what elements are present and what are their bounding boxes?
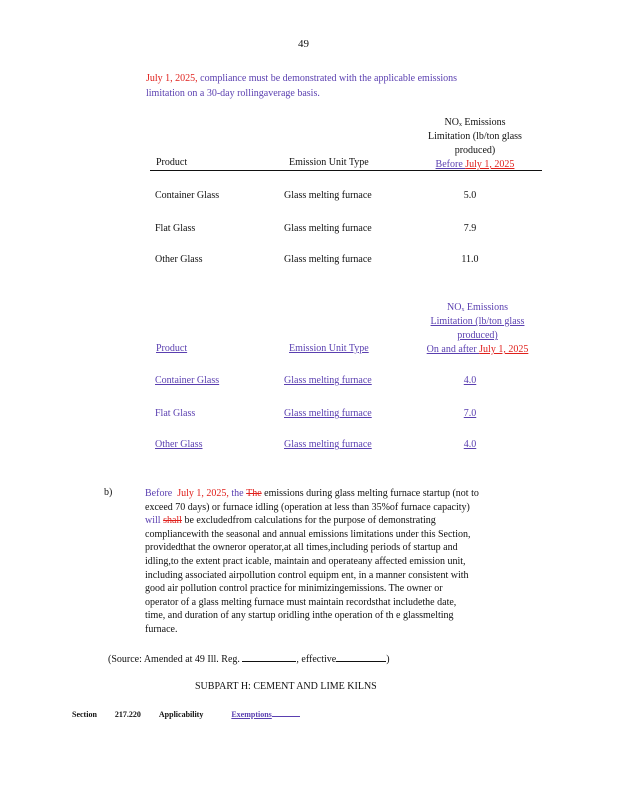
table-cell-value: 7.9 <box>463 223 477 234</box>
section-b-line: time, and duration of any startup oridling inthe operation of th e glassmelting <box>145 610 454 622</box>
table1-before: Before <box>435 159 466 170</box>
table-row: Other Glass <box>155 439 203 450</box>
table-cell-unit: Glass melting furnace <box>284 375 372 386</box>
table1-col-unit: Emission Unit Type <box>289 157 369 168</box>
section-word: Section <box>72 710 97 719</box>
table1-col-product: Product <box>156 157 188 168</box>
table2-col-unit: Emission Unit Type <box>289 343 369 354</box>
section-b-line: exceed 70 days) or furnace idling (operation at less than 35%of furnace capacity) <box>145 501 470 513</box>
table-cell-value: 4.0 <box>463 439 477 450</box>
intro-line-1 <box>146 73 457 84</box>
subpart-heading: SUBPART H: CEMENT AND LIME KILNS <box>195 681 377 692</box>
table1-limit-header-line3: produced) <box>454 145 496 156</box>
source-blank-2 <box>336 661 386 662</box>
table-cell-unit: Glass melting furnace <box>284 254 372 265</box>
section-b-line: furnace. <box>145 623 178 635</box>
table1-header-rule <box>150 170 542 171</box>
table1-limit-header <box>410 116 540 172</box>
table2-on-after: On and after <box>426 344 480 355</box>
section-b-line: idling,to the extent pract icable, maintain and operateany affected emission unit, <box>145 555 466 567</box>
section-exemptions-rule <box>272 716 300 717</box>
source-note: (Source: Amended at 49 Ill. Reg. , effective ) <box>108 654 390 665</box>
table-cell-value: 4.0 <box>463 375 477 386</box>
section-b-line: operator of a glass melting furnace must maintain recordsthat includethe date, <box>145 596 457 608</box>
section-b-line: will shall be excludedfrom calculations for the purpose of demonstrating <box>145 515 436 527</box>
table1-date: July 1, 2025 <box>465 159 515 170</box>
table2-limit-header-line2: Limitation (lb/ton glass <box>430 316 525 327</box>
section-b-line: good air pollution control practice for minimizingemissions. The owner or <box>145 583 443 595</box>
table1-limit-header-line1: NOₓ Emissions <box>444 117 506 128</box>
table1-limit-header-line2: Limitation (lb/ton glass <box>428 131 522 142</box>
section-b-line: providedthat the owneror operator,at all times,including periods of startup and <box>145 542 458 554</box>
table-cell-unit: Glass melting furnace <box>284 190 372 201</box>
table-cell-value: 11.0 <box>461 254 479 265</box>
section-number: 217.220 <box>114 710 141 719</box>
table-row: Other Glass <box>155 254 203 265</box>
section-b-body <box>145 487 545 637</box>
intro-date: July 1, 2025, <box>146 73 198 84</box>
intro-line-2: limitation on a 30-day rollingaverage basis. <box>146 88 320 99</box>
table-row: Container Glass <box>155 375 220 386</box>
page-number: 49 <box>298 38 309 50</box>
section-b-line: Before July 1, 2025, the The emissions during glass melting furnace startup (not to <box>145 488 479 499</box>
table2-col-product: Product <box>156 343 188 354</box>
section-b-line: compliancewith the seasonal and annual emissions limitations under this Section, <box>145 528 471 540</box>
table-cell-value: 5.0 <box>463 190 477 201</box>
table2-limit-header-line4 <box>410 343 545 357</box>
section-b-line: including associated airpollution control equipm ent, in a manner consistent with <box>145 569 469 581</box>
table-cell-value: 7.0 <box>463 408 477 419</box>
table-cell-unit: Glass melting furnace <box>284 223 372 234</box>
source-blank-1 <box>242 661 296 662</box>
table-row: Flat Glass <box>155 223 196 234</box>
section-exemptions: Exemptions <box>231 710 272 719</box>
table-cell-unit: Glass melting furnace <box>284 408 372 419</box>
table-cell-unit: Glass melting furnace <box>284 439 372 450</box>
table2-limit-header-line3: produced) <box>457 330 498 341</box>
table2-limit-header <box>410 301 545 357</box>
section-heading <box>72 710 300 719</box>
section-applicability: Applicability <box>158 710 204 719</box>
table-row: Container Glass <box>155 190 220 201</box>
table2-limit-header-line1: NOₓ Emissions <box>447 302 508 313</box>
intro-text-1: compliance must be demonstrated with the applicable emissions <box>197 73 458 84</box>
section-b-label: b) <box>104 487 113 498</box>
table-row: Flat Glass <box>155 408 196 419</box>
table2-date: July 1, 2025 <box>479 344 529 355</box>
